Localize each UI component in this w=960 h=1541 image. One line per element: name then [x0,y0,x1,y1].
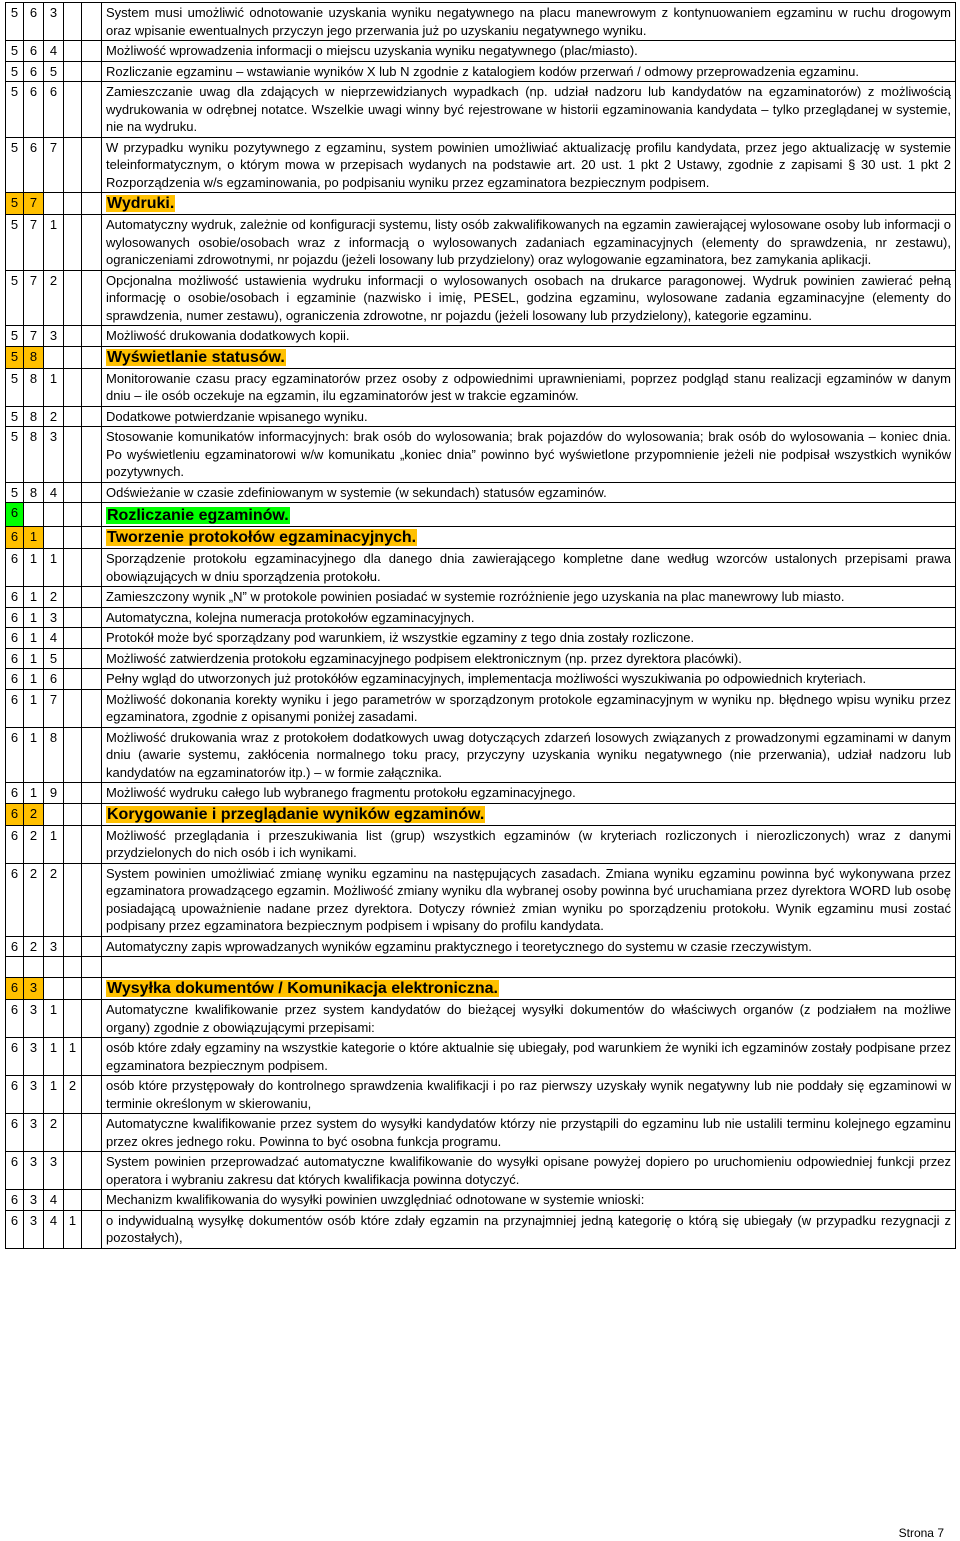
spacer-cell [82,689,102,727]
number-cell-3: 5 [44,648,64,669]
number-cell-1: 6 [6,527,24,549]
requirement-row [6,270,956,326]
spacer-cell [82,482,102,503]
number-cell-4 [64,863,82,936]
number-cell-1: 6 [6,936,24,957]
number-cell-2: 6 [24,41,44,62]
spacer-cell [82,61,102,82]
number-cell-2: 1 [24,587,44,608]
spacer-cell [82,936,102,957]
spacer-cell [82,978,102,1000]
number-cell-2: 3 [24,1190,44,1211]
section-heading-row [6,803,956,825]
number-cell-3: 5 [44,61,64,82]
spacer-cell [82,1000,102,1038]
requirement-row [6,3,956,41]
spacer-cell [82,648,102,669]
number-cell-1: 5 [6,41,24,62]
number-cell-1: 5 [6,406,24,427]
spacer-cell [82,783,102,804]
number-cell-4 [64,549,82,587]
number-cell-3 [44,346,64,368]
number-cell-1: 6 [6,1000,24,1038]
number-cell-4 [64,482,82,503]
requirement-text: Możliwość drukowania wraz z protokołem dodatkowych uwag dotyczących zdarzeń losowych związanych z prowadzonymi egzaminami w danym dniu (awarie systemu, zakłócenia normalnego toku pracy, przyczyny uzyskania wyniku negatywnego (nie przerwania), udział nadzoru lub kandydatów na egzaminatorów itp.) – w formie załącznika. [102,727,956,783]
number-cell-3 [44,503,64,527]
number-cell-4 [64,978,82,1000]
requirement-row [6,607,956,628]
spacer-cell [82,1038,102,1076]
number-cell-2: 1 [24,689,44,727]
number-cell-3 [44,978,64,1000]
number-cell-4 [64,689,82,727]
number-cell-2 [24,957,44,978]
number-cell-4 [64,825,82,863]
spacer-cell [82,727,102,783]
requirements-table-body [6,3,956,1249]
requirement-row [6,669,956,690]
section-heading: Tworzenie protokołów egzaminacyjnych. [107,529,417,546]
number-cell-2: 8 [24,346,44,368]
section-heading-cell [102,527,956,549]
number-cell-4 [64,1190,82,1211]
requirement-text [102,957,956,978]
spacer-cell [82,270,102,326]
number-cell-1: 6 [6,863,24,936]
number-cell-2: 1 [24,648,44,669]
number-cell-3: 1 [44,1076,64,1114]
section-heading: Wysyłka dokumentów / Komunikacja elektroniczna. [107,980,498,997]
requirements-table [5,2,956,1249]
number-cell-4 [64,628,82,649]
number-cell-4 [64,346,82,368]
spacer-cell [82,1190,102,1211]
number-cell-4 [64,936,82,957]
spacer-cell [82,669,102,690]
number-cell-3: 1 [44,1000,64,1038]
requirement-row [6,689,956,727]
number-cell-3: 6 [44,669,64,690]
requirement-text: Zamieszczony wynik „N” w protokole powinien posiadać w systemie rozróżnienie jego uzyskania na plac manewrowy lub miasto. [102,587,956,608]
spacer-cell [82,607,102,628]
number-cell-2: 3 [24,978,44,1000]
spacer-cell [82,527,102,549]
requirement-text: Automatyczna, kolejna numeracja protokołów egzaminacyjnych. [102,607,956,628]
number-cell-3 [44,527,64,549]
section-heading-row [6,193,956,215]
number-cell-2: 6 [24,82,44,138]
requirement-row [6,82,956,138]
spacer-cell [82,1114,102,1152]
requirement-row [6,1114,956,1152]
requirement-text: Możliwość dokonania korekty wyniku i jego parametrów w sporządzonym protokole egzaminacyjnym w wyniku np. błędnego wpisu wyniku przez egzaminatora, zgodnie z opisanymi poniżej zasadami. [102,689,956,727]
number-cell-3: 8 [44,727,64,783]
requirement-row [6,549,956,587]
number-cell-4 [64,803,82,825]
requirement-text: Zamieszczanie uwag dla zdających w nieprzewidzianych wypadkach (np. udział nadzoru lub kandydatów na egzaminatorów) z możliwością wydrukowania w odrębnej notatce. Wszelkie uwagi winny być rejestrowane w historii egzaminowania kandydata – tylko przeglądanej w systemie, nie na wydruku. [102,82,956,138]
number-cell-4 [64,1114,82,1152]
number-cell-4 [64,3,82,41]
number-cell-1: 5 [6,82,24,138]
requirement-text: Automatyczne kwalifikowanie przez system kandydatów do bieżącej wysyłki dokumentów do właściwych organów (z podziałem na możliwe organy) zgodnie z obowiązującymi przepisami: [102,1000,956,1038]
number-cell-3: 1 [44,549,64,587]
section-heading-cell [102,803,956,825]
number-cell-4 [64,957,82,978]
requirement-row [6,406,956,427]
number-cell-4 [64,215,82,271]
number-cell-2: 7 [24,270,44,326]
number-cell-1: 5 [6,326,24,347]
spacer-cell [82,346,102,368]
number-cell-3: 2 [44,270,64,326]
number-cell-2: 3 [24,1038,44,1076]
spacer-cell [82,137,102,193]
requirement-row [6,61,956,82]
number-cell-3: 4 [44,1190,64,1211]
number-cell-4: 1 [64,1210,82,1248]
number-cell-3: 3 [44,1152,64,1190]
spacer-cell [82,863,102,936]
requirement-text: Sporządzenie protokołu egzaminacyjnego dla danego dnia zawierającego kompletne dane według wzorców ustalonych przepisami prawa obowiązujących w dniu sporządzenia protokołu. [102,549,956,587]
requirement-row [6,1038,956,1076]
requirement-row [6,326,956,347]
number-cell-2: 6 [24,137,44,193]
number-cell-1: 6 [6,1114,24,1152]
requirement-text: Odświeżanie w czasie zdefiniowanym w systemie (w sekundach) statusów egzaminów. [102,482,956,503]
section-heading-row [6,527,956,549]
number-cell-4 [64,137,82,193]
section-heading: Korygowanie i przeglądanie wyników egzaminów. [107,805,485,823]
number-cell-2: 1 [24,669,44,690]
number-cell-3: 3 [44,427,64,483]
requirement-row [6,1076,956,1114]
number-cell-3: 7 [44,689,64,727]
number-cell-1: 6 [6,669,24,690]
number-cell-3: 2 [44,587,64,608]
number-cell-1: 6 [6,727,24,783]
number-cell-1: 6 [6,503,24,527]
requirement-text: Możliwość wydruku całego lub wybranego fragmentu protokołu egzaminacyjnego. [102,783,956,804]
number-cell-2: 1 [24,607,44,628]
requirement-row [6,587,956,608]
number-cell-3: 6 [44,82,64,138]
number-cell-3: 1 [44,825,64,863]
section-heading: Wyświetlanie statusów. [107,348,285,366]
number-cell-1: 6 [6,803,24,825]
number-cell-1: 6 [6,825,24,863]
number-cell-4 [64,82,82,138]
number-cell-4 [64,368,82,406]
requirement-text: Możliwość drukowania dodatkowych kopii. [102,326,956,347]
requirement-text: osób które zdały egzaminy na wszystkie kategorie o które aktualnie się ubiegały, pod warunkiem że wyniki ich egzaminów zostały podpisane przez egzaminatora bezpiecznym podpisem. [102,1038,956,1076]
number-cell-3 [44,957,64,978]
requirement-row [6,936,956,957]
spacer-cell [82,803,102,825]
number-cell-1: 5 [6,61,24,82]
requirement-row [6,368,956,406]
section-heading: Rozliczanie egzaminów. [107,507,289,524]
requirement-text: Rozliczanie egzaminu – wstawianie wyników X lub N zgodnie z katalogiem kodów przerwań / odmowy przeprowadzenia egzaminu. [102,61,956,82]
section-heading: Wydruki. [107,195,175,212]
requirement-text: osób które przystępowały do kontrolnego sprawdzenia kwalifikacji i po raz pierwszy uzyskały wynik negatywny lub nie poddały się egzaminowi w terminie określonym w skierowaniu, [102,1076,956,1114]
number-cell-3: 3 [44,936,64,957]
requirement-row [6,137,956,193]
requirement-text: System musi umożliwić odnotowanie uzyskania wyniku negatywnego na placu manewrowym z kontynuowaniem egzaminu w ruchu drogowym oraz wpisanie ewentualnych przyczyn jego przerwania już po uzyskaniu negatywnego wyniku. [102,3,956,41]
number-cell-4 [64,727,82,783]
number-cell-3: 4 [44,1210,64,1248]
number-cell-4 [64,503,82,527]
requirement-text: System powinien przeprowadzać automatyczne kwalifikowanie do wysyłki opisane powyżej dopiero po uruchomieniu odpowiedniej funkcji przez operatora i wybraniu zakresu dat których kwalifikacja powinna dotyczyć. [102,1152,956,1190]
page-number: Strona 7 [898,1526,944,1540]
number-cell-2: 7 [24,326,44,347]
number-cell-4 [64,61,82,82]
number-cell-1: 6 [6,1190,24,1211]
number-cell-1: 5 [6,482,24,503]
number-cell-2: 3 [24,1114,44,1152]
section-heading-cell [102,193,956,215]
number-cell-1: 5 [6,427,24,483]
number-cell-3: 4 [44,41,64,62]
spacer-cell [82,406,102,427]
number-cell-2: 1 [24,527,44,549]
number-cell-1: 6 [6,587,24,608]
number-cell-2: 8 [24,482,44,503]
number-cell-3: 2 [44,1114,64,1152]
spacer-cell [82,825,102,863]
number-cell-4: 2 [64,1076,82,1114]
number-cell-3 [44,193,64,215]
requirement-row [6,427,956,483]
number-cell-1: 6 [6,1038,24,1076]
spacer-cell [82,193,102,215]
spacer-cell [82,82,102,138]
requirement-text: Protokół może być sporządzany pod warunkiem, iż wszystkie egzaminy z tego dnia zostały rozliczone. [102,628,956,649]
spacer-cell [82,3,102,41]
spacer-cell [82,628,102,649]
number-cell-1: 6 [6,783,24,804]
number-cell-4 [64,607,82,628]
number-cell-4 [64,648,82,669]
requirement-row [6,1210,956,1248]
section-heading-cell [102,503,956,527]
spacer-cell [82,41,102,62]
requirement-row [6,648,956,669]
number-cell-2: 2 [24,825,44,863]
requirement-text: o indywidualną wysyłkę dokumentów osób które zdały egzamin na przynajmniej jedną kategorię o którą się ubiegały (w przypadku rezygnacji z pozostałych), [102,1210,956,1248]
number-cell-4 [64,783,82,804]
section-heading-cell [102,978,956,1000]
section-heading-row [6,978,956,1000]
spacer-cell [82,427,102,483]
number-cell-2: 8 [24,406,44,427]
number-cell-4 [64,587,82,608]
number-cell-2: 6 [24,3,44,41]
number-cell-1: 5 [6,137,24,193]
number-cell-2 [24,503,44,527]
number-cell-4 [64,326,82,347]
number-cell-2: 8 [24,368,44,406]
number-cell-1: 5 [6,368,24,406]
number-cell-2: 1 [24,727,44,783]
spacer-cell [82,1152,102,1190]
requirement-row [6,863,956,936]
requirement-text: Automatyczne kwalifikowanie przez system do wysyłki kandydatów którzy nie przystąpili do egzaminu lub nie ustalili terminu kolejnego egzaminu przez okres jednego roku. Powinna to być osobna funkcja programu. [102,1114,956,1152]
number-cell-1: 5 [6,346,24,368]
number-cell-1: 6 [6,648,24,669]
requirement-text: Możliwość przeglądania i przeszukiwania list (grup) wszystkich egzaminów (w kryteriach rozliczonych i nierozliczonych) wraz z danymi przydzielonych do nich osób i ich wynikami. [102,825,956,863]
number-cell-4 [64,406,82,427]
number-cell-3: 1 [44,1038,64,1076]
number-cell-4 [64,1000,82,1038]
number-cell-2: 3 [24,1076,44,1114]
number-cell-3: 4 [44,628,64,649]
requirement-row [6,628,956,649]
number-cell-2: 1 [24,549,44,587]
spacer-cell [82,587,102,608]
spacer-cell [82,549,102,587]
number-cell-3: 7 [44,137,64,193]
requirement-row [6,727,956,783]
number-cell-2: 3 [24,1152,44,1190]
requirement-row [6,1000,956,1038]
requirement-text: Stosowanie komunikatów informacyjnych: brak osób do wylosowania; brak pojazdów do wylosowania; brak osób do wylosowania – koniec dnia. Po wyświetleniu egzaminatorowi w/w komunikatu „koniec dnia” powinno być wyświetlone przypomnienie jeżeli nie podpisał wszystkich wyników pozytywnych. [102,427,956,483]
spacer-cell [82,326,102,347]
number-cell-1: 5 [6,3,24,41]
requirement-row [6,1152,956,1190]
spacer-cell [82,1076,102,1114]
requirement-text: Mechanizm kwalifikowania do wysyłki powinien uwzględniać odnotowane w systemie wnioski: [102,1190,956,1211]
requirement-text: Dodatkowe potwierdzanie wpisanego wyniku. [102,406,956,427]
requirement-text: Automatyczny zapis wprowadzanych wyników egzaminu praktycznego i teoretycznego do systemu w czasie rzeczywistym. [102,936,956,957]
number-cell-2: 1 [24,628,44,649]
number-cell-4 [64,270,82,326]
spacer-row [6,957,956,978]
number-cell-2: 8 [24,427,44,483]
number-cell-3: 2 [44,406,64,427]
number-cell-4: 1 [64,1038,82,1076]
spacer-cell [82,503,102,527]
number-cell-1: 5 [6,193,24,215]
requirement-row [6,783,956,804]
requirement-row [6,41,956,62]
requirement-row [6,482,956,503]
number-cell-1: 6 [6,1152,24,1190]
requirement-text: Automatyczny wydruk, zależnie od konfiguracji systemu, listy osób zakwalifikowanych na egzamin zawierającej wylosowane osoby lub informacji o wylosowanych osobie/osobach wraz z informacją o wylosowanych zadaniach egzaminacyjnych (elementy do sprawdzenia, nr zestawu), ograniczeniami zdrowotnymi, nr pojazdu (jeżeli losowany lub przydzielony) oraz wylogowanie egzaminatora, bez zamykania aplikacji. [102,215,956,271]
section-heading-cell [102,346,956,368]
requirement-text: Opcjonalna możliwość ustawienia wydruku informacji o wylosowanych osobach na drukarce paragonowej. Wydruk powinien zawierać pełną informację o osobie/osobach i egzaminie (nazwisko i imię, PESEL, godzina egzaminu, wylosowane zadania egzaminacyjne (elementy do sprawdzenia, numer zestawu), ograniczenia zdrowotne, nr pojazdu (jeżeli losowany lub przydzielony), kategorie egzaminu. [102,270,956,326]
number-cell-1: 6 [6,978,24,1000]
spacer-cell [82,368,102,406]
number-cell-4 [64,1152,82,1190]
number-cell-2: 2 [24,863,44,936]
number-cell-3: 1 [44,368,64,406]
number-cell-1: 6 [6,689,24,727]
number-cell-2: 1 [24,783,44,804]
number-cell-2: 2 [24,936,44,957]
number-cell-2: 6 [24,61,44,82]
number-cell-4 [64,41,82,62]
spacer-cell [82,957,102,978]
number-cell-4 [64,527,82,549]
number-cell-1: 5 [6,270,24,326]
number-cell-2: 2 [24,803,44,825]
number-cell-3: 9 [44,783,64,804]
number-cell-3: 1 [44,215,64,271]
requirement-text: Pełny wgląd do utworzonych już protokółów egzaminacyjnych, implementacja możliwości wyszukiwania po odpowiednich kryteriach. [102,669,956,690]
requirement-row [6,215,956,271]
section-heading-row [6,346,956,368]
number-cell-1: 6 [6,549,24,587]
number-cell-4 [64,669,82,690]
number-cell-1: 5 [6,215,24,271]
requirement-text: Monitorowanie czasu pracy egzaminatorów przez osoby z odpowiednimi uprawnieniami, poprzez podgląd stanu realizacji egzaminów w danym dniu – ile osób oczekuje na egzamin, ilu egzaminatorów jest w trakcie egzaminów. [102,368,956,406]
section-heading-row [6,503,956,527]
number-cell-4 [64,193,82,215]
number-cell-1 [6,957,24,978]
requirement-text: System powinien umożliwiać zmianę wyniku egzaminu na następujących zasadach. Zmiana wyniku egzaminu powinna być wykonywana przez egzaminatora prowadzącego egzamin. Możliwość zmiany wyniku dla wybranej osoby powinna być uruchamiana przez dyrektora WORD lub osobę posiadającą upoważnienie nadane przez dyrektora. Dotyczy również zmian wyniku po sporządzeniu protokołu. Wynik egzaminu musi zostać podpisany przez egzaminatora bezpiecznym podpisem i wpisany do profilu kandydata. [102,863,956,936]
number-cell-1: 6 [6,628,24,649]
number-cell-3: 4 [44,482,64,503]
number-cell-1: 6 [6,1210,24,1248]
number-cell-3: 3 [44,3,64,41]
spacer-cell [82,1210,102,1248]
number-cell-3: 2 [44,863,64,936]
requirement-row [6,1190,956,1211]
requirement-row [6,825,956,863]
number-cell-2: 3 [24,1000,44,1038]
number-cell-4 [64,427,82,483]
number-cell-2: 3 [24,1210,44,1248]
number-cell-1: 6 [6,607,24,628]
number-cell-3: 3 [44,607,64,628]
number-cell-3: 3 [44,326,64,347]
number-cell-2: 7 [24,215,44,271]
number-cell-3 [44,803,64,825]
requirement-text: Możliwość zatwierdzenia protokołu egzaminacyjnego podpisem elektronicznym (np. przez dyrektora placówki). [102,648,956,669]
number-cell-2: 7 [24,193,44,215]
spacer-cell [82,215,102,271]
requirement-text: W przypadku wyniku pozytywnego z egzaminu, system powinien umożliwiać aktualizację profilu kandydata, przez jego aktualizację w systemie teleinformatycznym, o którym mowa w przepisach wydanych na podstawie art. 20 ust. 1 pkt 2 Ustawy, zgodnie z zapisami § 30 ust. 1 pkt 2 Rozporządzenia w/s egzaminowania, po podpisaniu wyniku przez egzaminatora bezpiecznym podpisem. [102,137,956,193]
number-cell-1: 6 [6,1076,24,1114]
requirement-text: Możliwość wprowadzenia informacji o miejscu uzyskania wyniku negatywnego (plac/miasto). [102,41,956,62]
